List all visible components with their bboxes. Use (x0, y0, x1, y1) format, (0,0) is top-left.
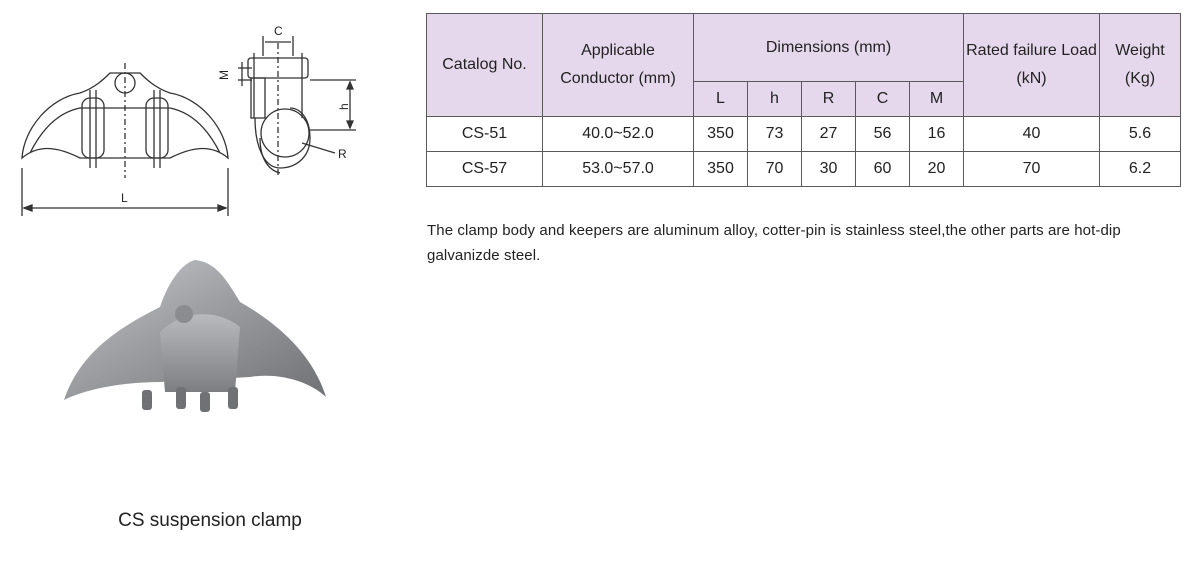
cell-M: 20 (910, 152, 964, 187)
table-header-row (427, 14, 1181, 82)
technical-drawing-area (0, 0, 400, 584)
subheader-h: h (748, 82, 802, 117)
cell-C: 60 (856, 152, 910, 187)
header-weight: Weight (Kg) (1100, 14, 1181, 117)
clamp-photo-illustration (50, 232, 350, 464)
subheader-C: C (856, 82, 910, 117)
label-h: h (337, 103, 351, 110)
label-R: R (338, 147, 347, 161)
cell-load: 70 (964, 152, 1100, 187)
label-L: L (121, 191, 128, 205)
cell-catalog: CS-57 (427, 152, 543, 187)
cell-load: 40 (964, 117, 1100, 152)
table-row (427, 152, 1181, 187)
subheader-R: R (802, 82, 856, 117)
cell-L: 350 (694, 152, 748, 187)
cell-h: 73 (748, 117, 802, 152)
header-dimensions: Dimensions (mm) (694, 14, 964, 82)
subheader-M: M (910, 82, 964, 117)
table-row (427, 117, 1181, 152)
cell-M: 16 (910, 117, 964, 152)
product-caption: CS suspension clamp (118, 510, 302, 531)
label-M: M (217, 70, 231, 80)
cell-R: 27 (802, 117, 856, 152)
cell-R: 30 (802, 152, 856, 187)
cell-conductor: 53.0~57.0 (543, 152, 694, 187)
cell-catalog: CS-51 (427, 117, 543, 152)
header-catalog: Catalog No. (427, 14, 543, 117)
cell-L: 350 (694, 117, 748, 152)
cell-h: 70 (748, 152, 802, 187)
material-notes: The clamp body and keepers are aluminum alloy, cotter-pin is stainless steel,the other parts are hot-dip galvanizde steel. (427, 222, 1121, 264)
spec-table (426, 13, 1181, 187)
subheader-L: L (694, 82, 748, 117)
cell-weight: 6.2 (1100, 152, 1181, 187)
product-photo (50, 232, 350, 464)
header-conductor: Applicable Conductor (mm) (543, 14, 694, 117)
clamp-technical-drawing (10, 18, 370, 218)
header-load: Rated failure Load (kN) (964, 14, 1100, 117)
cell-conductor: 40.0~52.0 (543, 117, 694, 152)
label-C: C (274, 24, 283, 38)
cell-C: 56 (856, 117, 910, 152)
cell-weight: 5.6 (1100, 117, 1181, 152)
